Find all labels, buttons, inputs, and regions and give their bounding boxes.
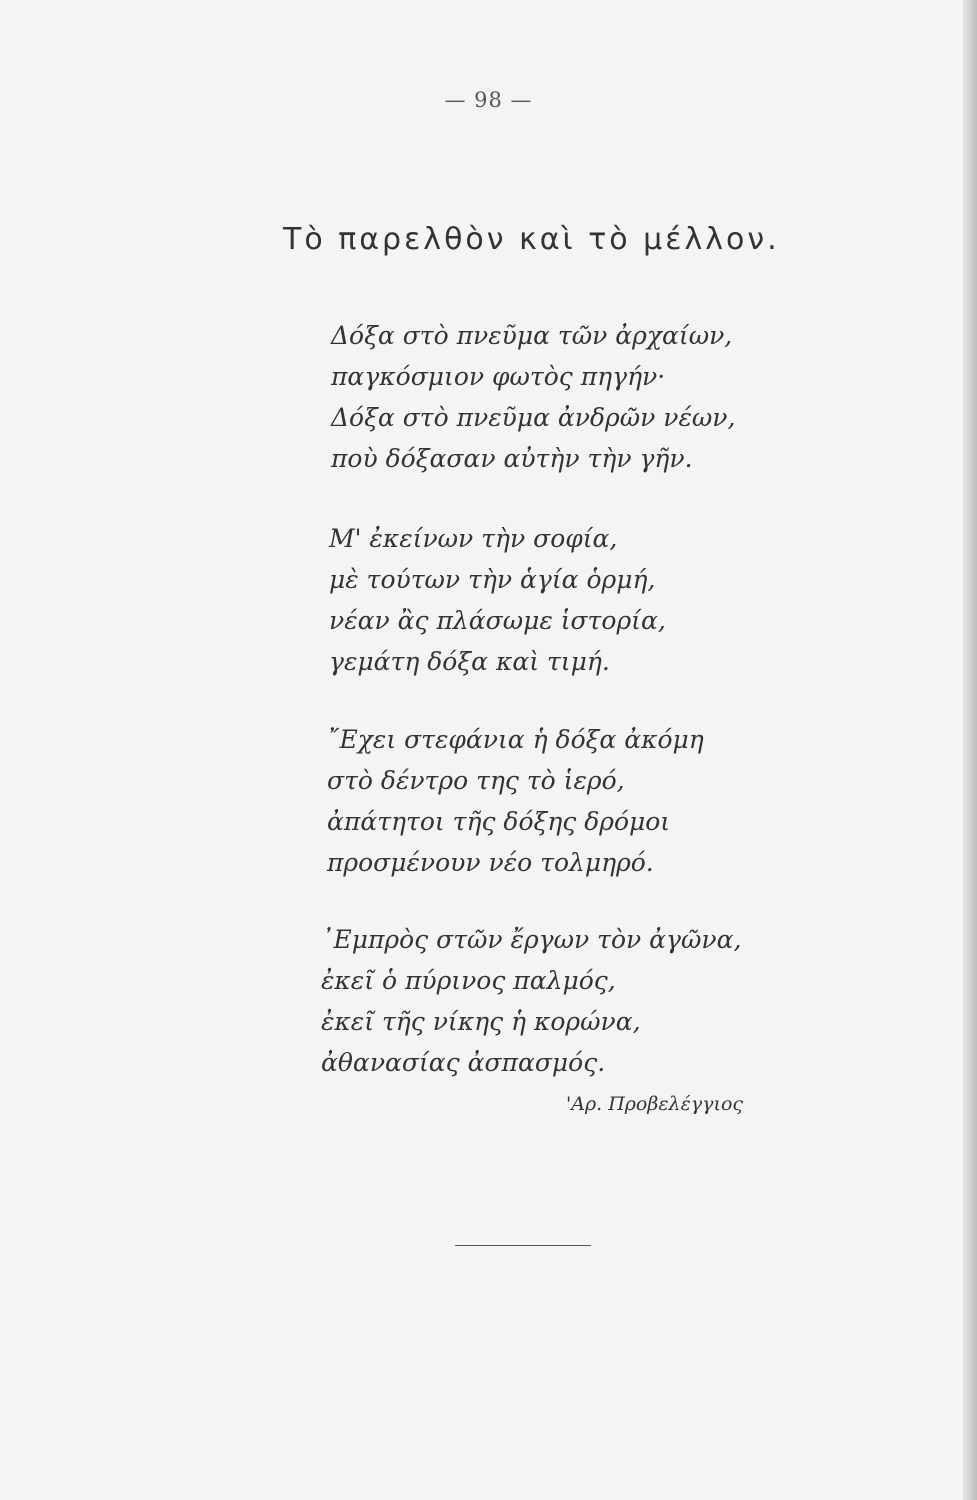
poem-line: ἀπάτητοι τῆς δόξης δρόμοι <box>327 807 671 836</box>
poem-line: Μ' ἐκείνων τὴν σοφία, <box>329 524 618 553</box>
poem-line: ποὺ δόξασαν αὐτὴν τὴν γῆν. <box>331 444 693 473</box>
poem-line: ᾽Εμπρὸς στῶν ἔργων τὸν ἀγῶνα, <box>321 925 742 954</box>
poem-line: γεμάτη δόξα καὶ τιμή. <box>329 647 610 676</box>
poem-line: ἐκεῖ τῆς νίκης ἡ κορώνα, <box>321 1007 641 1036</box>
poem-line: παγκόσμιον φωτὸς πηγήν· <box>331 362 666 391</box>
stanza-4 <box>321 919 741 1083</box>
stanza-3 <box>327 719 704 883</box>
author-signature: 'Αρ. Προβελέγγιος <box>566 1093 744 1115</box>
poem-line: Δόξα στὸ πνεῦμα τῶν ἀρχαίων, <box>331 321 733 350</box>
poem-line: ῎Εχει στεφάνια ἡ δόξα ἀκόμη <box>327 725 704 754</box>
page-number: — 98 — <box>444 88 533 112</box>
stanza-1 <box>331 315 735 479</box>
section-divider <box>455 1245 591 1246</box>
page-edge-shadow <box>963 0 977 1500</box>
poem-line: στὸ δέντρο της τὸ ἱερό, <box>327 766 625 795</box>
poem-line: προσμένουν νέο τολμηρό. <box>327 848 654 877</box>
poem-line: ἐκεῖ ὁ πύρινος παλμός, <box>321 966 616 995</box>
poem-line: Δόξα στὸ πνεῦμα ἀνδρῶν νέων, <box>331 403 736 432</box>
poem-line: νέαν ἂς πλάσωμε ἱστορία, <box>329 606 666 635</box>
poem-line: μὲ τούτων τὴν ἁγία ὁρμή, <box>329 565 656 594</box>
stanza-2 <box>329 518 666 682</box>
poem-title: Τὸ παρελθὸν καὶ τὸ μέλλον. <box>283 222 780 257</box>
poem-line: ἀθανασίας ἀσπασμός. <box>321 1048 606 1077</box>
